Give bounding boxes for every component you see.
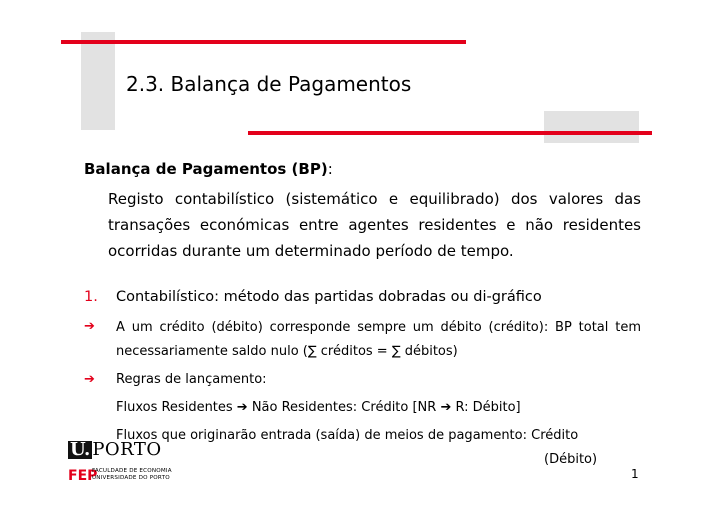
uporto-logo-u: U.	[70, 439, 91, 460]
uporto-logo	[68, 441, 162, 459]
faculty-name	[92, 468, 172, 482]
fep-logo: FEP	[68, 468, 98, 484]
numbered-item-text: Contabilístico: método das partidas dobradas ou di-gráfico	[116, 289, 542, 305]
header-red-line-top	[61, 40, 466, 44]
rule-residents-text: Fluxos Residentes ➔ Não Residentes: Crédito [NR ➔ R: Débito]	[116, 400, 521, 415]
faculty-name-line2: UNIVERSIDADE DO PORTO	[92, 475, 170, 481]
definition-paragraph: Registo contabilístico (sistemático e equilibrado) dos valores das transações económicas entre agentes residentes e não residentes ocorridas durante um determinado período de tempo.	[108, 190, 641, 260]
bullet-rules-text: Regras de lançamento:	[116, 372, 267, 387]
header-gray-block-left	[81, 32, 115, 130]
bullet-credit-debit-text: A um crédito (débito) corresponde sempre um débito (crédito): BP total tem necessariamente saldo nulo (∑ créditos = ∑ débitos)	[116, 320, 641, 359]
section-heading-colon: :	[327, 160, 333, 178]
uporto-logo-porto: PORTO	[92, 439, 162, 460]
slide-title: 2.3. Balança de Pagamentos	[126, 72, 412, 96]
page-number: 1	[631, 467, 639, 481]
section-heading-text: Balança de Pagamentos (BP)	[84, 160, 328, 178]
header-gray-block-right	[544, 111, 639, 143]
section-heading	[84, 160, 333, 178]
arrow-bullet-icon: ➔	[84, 319, 95, 334]
faculty-name-line1: FACULDADE DE ECONOMIA	[92, 468, 172, 474]
numbered-item-number: 1.	[84, 289, 98, 305]
arrow-bullet-icon: ➔	[84, 372, 95, 387]
rule-payments-text: Fluxos que originarão entrada (saída) de meios de pagamento: Crédito	[116, 428, 579, 443]
rule-payments-continuation: (Débito)	[544, 452, 598, 467]
header-red-line-bottom	[248, 131, 652, 135]
